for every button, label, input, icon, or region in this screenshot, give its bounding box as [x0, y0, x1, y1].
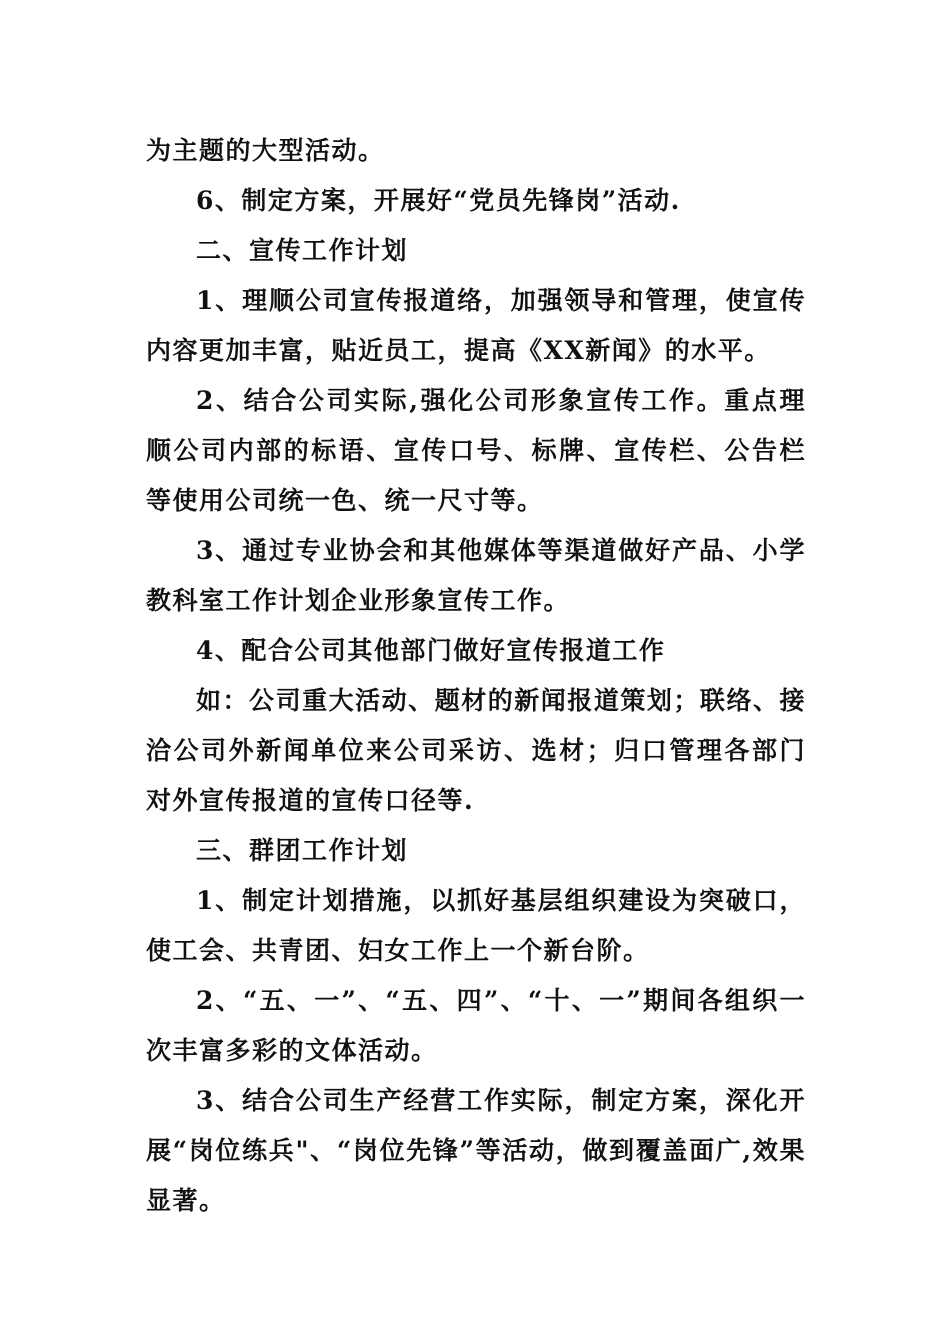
paragraph-mass-1: 1、制定计划措施，以抓好基层组织建设为突破口，使工会、共青团、妇女工作上一个新台阶。 — [146, 886, 806, 965]
paragraph-continuation: 为主题的大型活动。 — [146, 136, 385, 165]
paragraph-publicity-3: 3、通过专业协会和其他媒体等渠道做好产品、小学教科室工作计划企业形象宣传工作。 — [146, 536, 806, 615]
paragraph-publicity-2: 2、结合公司实际,强化公司形象宣传工作。重点理顺公司内部的标语、宣传口号、标牌、宣传栏、公告栏等使用公司统一色、统一尺寸等。 — [146, 386, 806, 515]
paragraph-publicity-example: 如：公司重大活动、题材的新闻报道策划；联络、接洽公司外新闻单位来公司采访、选材；归口管理各部门对外宣传报道的宣传口径等. — [146, 686, 806, 815]
paragraph-publicity-4: 4、配合公司其他部门做好宣传报道工作 — [196, 636, 666, 665]
section-heading-publicity: 二、宣传工作计划 — [196, 236, 409, 265]
document-body — [146, 126, 806, 1226]
paragraph-mass-3: 3、结合公司生产经营工作实际，制定方案，深化开展“岗位练兵"、“岗位先锋”等活动，做到覆盖面广,效果显著。 — [146, 1086, 806, 1215]
paragraph-mass-2: 2、“五、一”、“五、四”、“十、一”期间各组织一次丰富多彩的文体活动。 — [146, 986, 806, 1065]
section-heading-mass-organizations: 三、群团工作计划 — [196, 836, 409, 865]
paragraph-publicity-1: 1、理顺公司宣传报道络，加强领导和管理，使宣传内容更加丰富，贴近员工，提高《XX新闻》的水平。 — [146, 286, 806, 365]
paragraph-item-6: 6、制定方案，开展好“党员先锋岗”活动. — [196, 186, 681, 215]
